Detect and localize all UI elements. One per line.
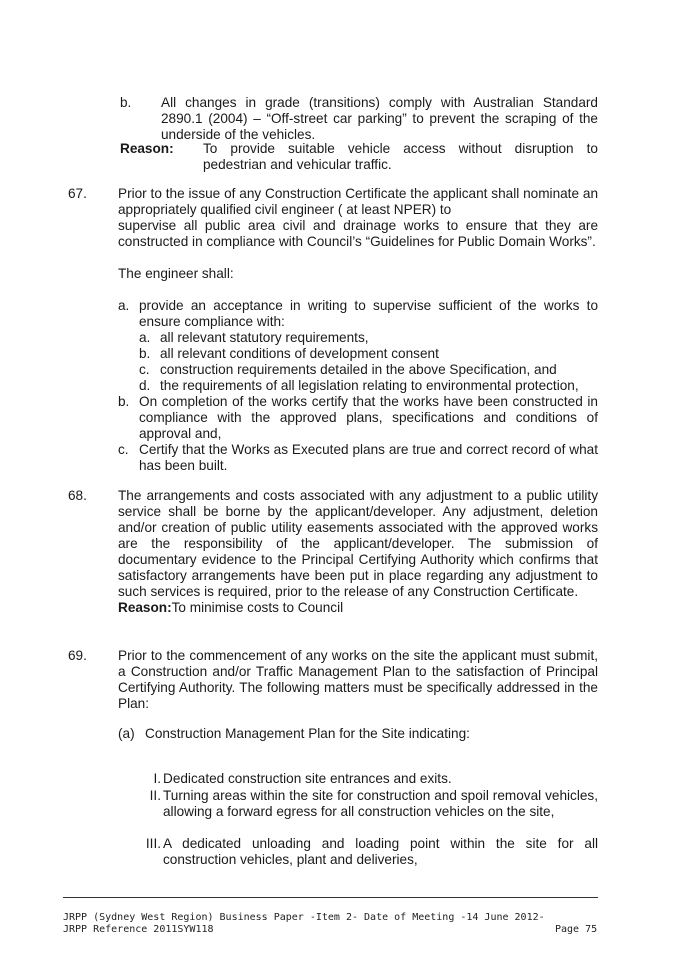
- condition-69-a-text: Construction Management Plan for the Site indicating:: [145, 726, 470, 741]
- item-b-reason-label: Reason:: [120, 141, 174, 156]
- roman-item-text: A dedicated unloading and loading point within the site for all construction vehicles, plant and deliveries,: [163, 836, 598, 867]
- footer-line-2: JRPP Reference 2011SYW118: [63, 924, 214, 935]
- condition-67-para3: The engineer shall:: [118, 266, 234, 281]
- sub-item-text: all relevant conditions of development consent: [160, 346, 439, 361]
- sub-item-marker: d.: [139, 378, 151, 393]
- footer-line-1: JRPP (Sydney West Region) Business Paper -Item 2- Date of Meeting -14 June 2012-: [63, 912, 545, 923]
- sub-item-text: construction requirements detailed in the above Specification, and: [160, 362, 557, 377]
- condition-67-para1: Prior to the issue of any Construction Certificate the applicant shall nominate an appropriately qualified civil engineer ( at least NPER) to: [118, 186, 598, 217]
- condition-67-para2: supervise all public area civil and drainage works to ensure that they are constructed in compliance with Council’s “Guidelines for Public Domain Works”.: [118, 218, 598, 249]
- condition-68-reason-label: Reason:: [118, 600, 172, 615]
- footer-rule: [63, 897, 598, 898]
- item-b-text: All changes in grade (transitions) comply with Australian Standard 2890.1 (2004) – “Off-street car parking” to prevent the scraping of the underside of the vehicles.: [161, 95, 598, 142]
- condition-69-text: Prior to the commencement of any works on the site the applicant must submit, a Construction and/or Traffic Management Plan to the satisfaction of Principal Certifying Authority. The following matters must be specifically addressed in the Plan:: [118, 648, 598, 711]
- page-number: Page 75: [555, 924, 598, 935]
- roman-item-text: Turning areas within the site for construction and spoil removal vehicles, allowing a forward egress for all construction vehicles on the site,: [163, 788, 598, 819]
- condition-69-a-marker: (a): [118, 726, 135, 741]
- roman-marker: I.: [153, 771, 161, 786]
- condition-68-reason: [118, 600, 598, 616]
- condition-67-c-marker: c.: [118, 442, 129, 457]
- condition-67-b-marker: b.: [118, 394, 130, 409]
- condition-67-a-marker: a.: [118, 298, 130, 313]
- roman-marker: III.: [145, 836, 161, 851]
- condition-69-number: 69.: [68, 648, 87, 663]
- item-b-reason-text: To provide suitable vehicle access without disruption to pedestrian and vehicular traffic.: [203, 141, 598, 172]
- condition-68-reason-text: To minimise costs to Council: [171, 600, 344, 615]
- sub-item-marker: c.: [139, 362, 150, 377]
- item-b-marker: b.: [120, 95, 132, 110]
- condition-67-c-text: Certify that the Works as Executed plans are true and correct record of what has been built.: [139, 442, 598, 473]
- condition-67-a-text: provide an acceptance in writing to supervise sufficient of the works to ensure compliance with:: [139, 298, 598, 329]
- condition-68-number: 68.: [68, 488, 87, 503]
- condition-67-b-text: On completion of the works certify that the works have been constructed in compliance with the approved plans, specifications and conditions of approval and,: [139, 394, 598, 441]
- sub-item-marker: b.: [139, 346, 151, 361]
- roman-item-text: Dedicated construction site entrances and exits.: [163, 771, 452, 786]
- condition-68-text: The arrangements and costs associated with any adjustment to a public utility service shall be borne by the applicant/developer. Any adjustment, deletion and/or creation of public utility easements associated with the approved works are the responsibility of the applicant/developer. The submission of documentary evidence to the Principal Certifying Authority which confirms that satisfactory arrangements have been put in place regarding any adjustment to such services is required, prior to the release of any Construction Certificate.: [118, 488, 598, 599]
- sub-item-text: all relevant statutory requirements,: [160, 330, 369, 345]
- condition-67-number: 67.: [68, 186, 87, 201]
- sub-item-marker: a.: [139, 330, 151, 345]
- sub-item-text: the requirements of all legislation relating to environmental protection,: [160, 378, 579, 393]
- roman-marker: II.: [149, 788, 161, 803]
